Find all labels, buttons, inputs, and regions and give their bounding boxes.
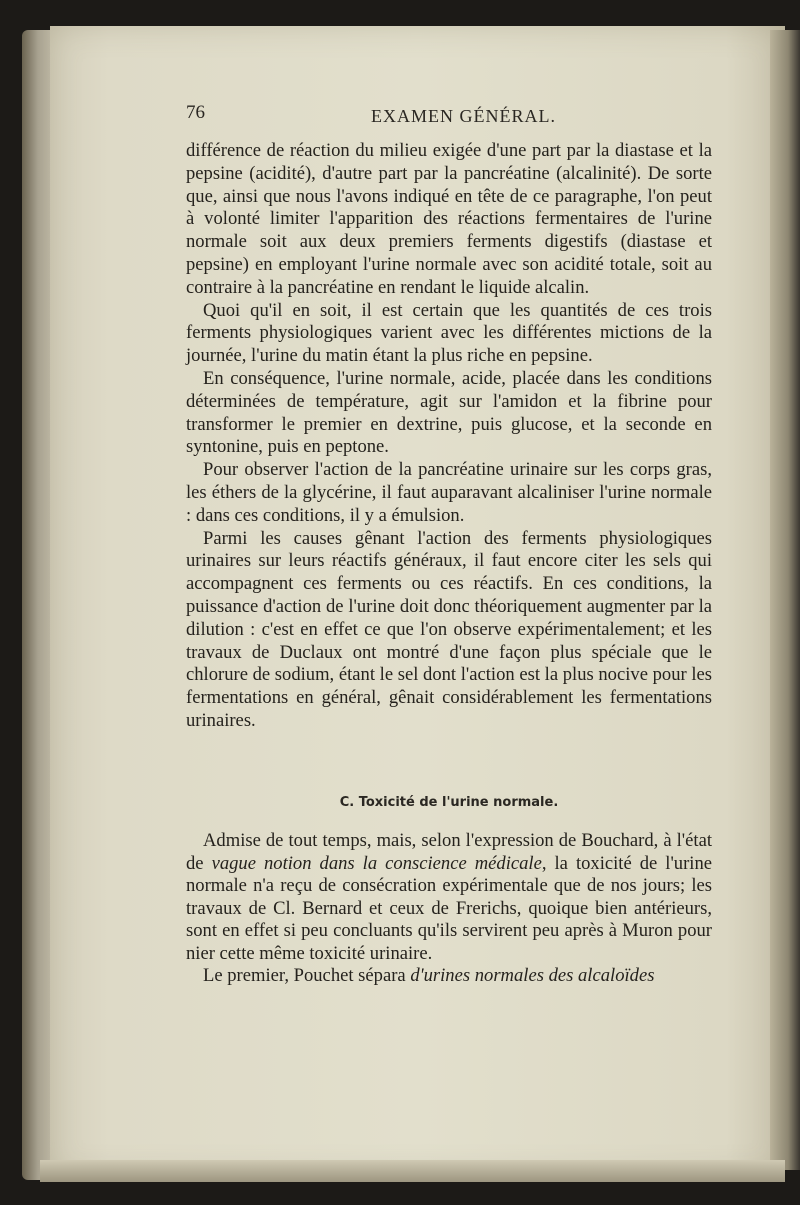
running-head xyxy=(186,102,710,128)
book-edge-bottom xyxy=(40,1160,785,1182)
text-run: Le premier, Pouchet sépara xyxy=(203,965,411,986)
italic-phrase: d'urines normales des alcaloïdes xyxy=(410,965,655,986)
page-number: 76 xyxy=(186,102,205,123)
paragraph xyxy=(186,830,712,965)
body-text xyxy=(186,140,712,733)
italic-quote: vague notion dans la conscience médicale xyxy=(211,852,542,874)
body-text-section-c xyxy=(186,830,712,988)
section-heading: C. Toxicité de l'urine normale. xyxy=(339,795,559,810)
book-edge-right xyxy=(770,30,800,1170)
paragraph: Parmi les causes gênant l'action des ferments physiologiques urinaires sur leurs réactifs généraux, il faut encore citer les sels qui accompagnent ces ferments ou ces réactifs. En ces conditions, la puissance d'action de l'urine doit donc théoriquement augmenter par la dilution : c'est en effet ce que l'on observe expérimentalement; et les travaux de Duclaux ont montré d'une façon plus spéciale que le chlorure de sodium, étant le sel dont l'action est la plus nocive pour les fermentations en général, gênait considérablement les fermentations urinaires. xyxy=(186,527,712,731)
running-title: EXAMEN GÉNÉRAL. xyxy=(371,106,556,126)
paragraph xyxy=(186,965,712,988)
text-run: Admise de tout temps, mais, selon l'expression de Bouchard, à l'état de xyxy=(186,830,712,874)
text-run: , la toxicité de l'urine normale n'a reçu de consécration expérimentale que de nos jours; les travaux de Cl. Bernard et ceux de Frerichs, quoique bien antérieurs, sont en effet si peu concluants qu'ils servirent peu après à Muron pour nier cette même toxicité urinaire. xyxy=(186,852,713,964)
paragraph: Pour observer l'action de la pancréatine urinaire sur les corps gras, les éthers de la glycérine, il faut auparavant alcaliniser l'urine normale : dans ces conditions, il y a émulsion. xyxy=(186,459,712,526)
paragraph: Quoi qu'il en soit, il est certain que les quantités de ces trois ferments physiologiques varient avec les différentes mictions de la journée, l'urine du matin étant la plus riche en pepsine. xyxy=(186,299,712,367)
paragraph: En conséquence, l'urine normale, acide, placée dans les conditions déterminées de température, agit sur l'amidon et la fibrine pour transformer le premier en dextrine, puis glucose, et la seconde en syntonine, puis en peptone. xyxy=(186,367,712,458)
paragraph: différence de réaction du milieu exigée d'une part par la diastase et la pepsine (acidité), d'autre part par la pancréatine (alcalinité). De sorte que, ainsi que nous l'avons indiqué en tête de ce paragraphe, l'on peut à volonté limiter l'apparition des réactions fermentaires de l'urine normale soit aux deux premiers ferments digestifs (diastase et pepsine) en employant l'urine normale avec son acidité totale, soit au contraire à la pancréatine en rendant le liquide alcalin. xyxy=(186,140,712,298)
